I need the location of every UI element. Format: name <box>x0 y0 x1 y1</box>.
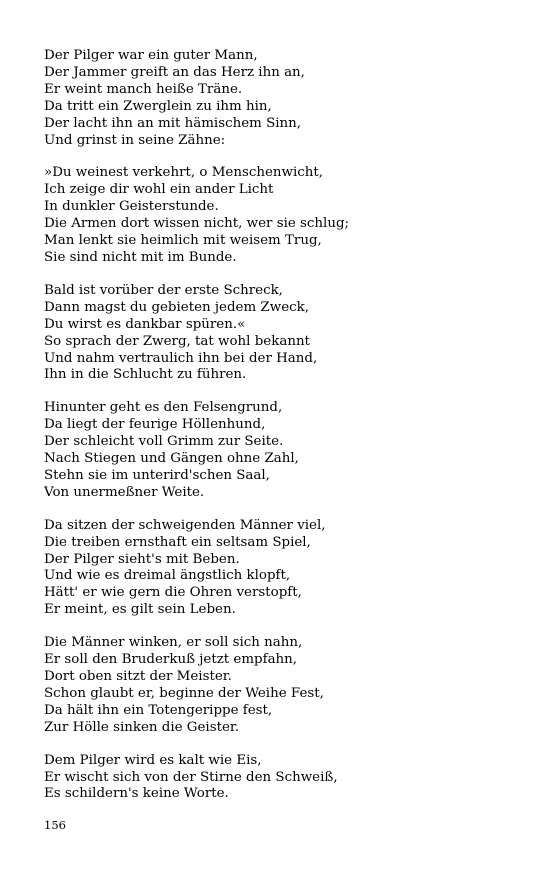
verse-line: Dem Pilger wird es kalt wie Eis, <box>44 752 262 768</box>
verse-line: Der lacht ihn an mit hämischem Sinn, <box>44 115 302 131</box>
verse-line: Da liegt der feurige Höllenhund, <box>44 417 266 433</box>
verse-line: Sie sind nicht mit im Bunde. <box>44 249 237 265</box>
verse-line: Da sitzen der schweigenden Männer viel, <box>44 517 326 533</box>
verse-line: Da tritt ein Zwerglein zu ihm hin, <box>44 98 272 114</box>
verse-line: Da hält ihn ein Totengerippe fest, <box>44 702 273 718</box>
stanza-3 <box>44 283 524 384</box>
page-number: 156 <box>44 818 66 832</box>
verse-line: Der schleicht voll Grimm zur Seite. <box>44 434 284 450</box>
verse-line: Nach Stiegen und Gängen ohne Zahl, <box>44 451 299 467</box>
verse-line: Hätt' er wie gern die Ohren verstopft, <box>44 585 302 601</box>
verse-line: Er meint, es gilt sein Leben. <box>44 602 236 618</box>
verse-line: Der Pilger sieht's mit Beben. <box>44 551 240 567</box>
verse-line: Ich zeige dir wohl ein ander Licht <box>44 182 274 198</box>
verse-line: Er soll den Bruderkuß jetzt empfahn, <box>44 652 298 668</box>
stanza-6 <box>44 635 524 736</box>
verse-line: Zur Hölle sinken die Geister. <box>44 719 240 735</box>
verse-line: Der Pilger war ein guter Mann, <box>44 48 258 63</box>
verse-line: Dort oben sitzt der Meister. <box>44 669 232 684</box>
stanza-7 <box>44 753 524 804</box>
verse-line: Er wischt sich von der Stirne den Schweiß, <box>44 769 338 785</box>
verse-line: Bald ist vorüber der erste Schreck, <box>44 282 283 298</box>
verse-line: In dunkler Geisterstunde. <box>44 199 219 215</box>
stanza-4 <box>44 400 524 501</box>
verse-line: Und nahm vertraulich ihn bei der Hand, <box>44 350 318 366</box>
verse-line: Man lenkt sie heimlich mit weisem Trug, <box>44 233 322 249</box>
verse-line: Der Jammer greift an das Herz ihn an, <box>44 64 305 80</box>
stanza-2 <box>44 165 524 266</box>
verse-line: Stehn sie im unterird'schen Saal, <box>44 467 270 483</box>
verse-line: Die Armen dort wissen nicht, wer sie schlug; <box>44 216 350 232</box>
verse-line: Und grinst in seine Zähne: <box>44 132 226 148</box>
verse-line: Die treiben ernsthaft ein seltsam Spiel, <box>44 534 311 550</box>
verse-line: Schon glaubt er, beginne der Weihe Fest, <box>44 685 324 701</box>
verse-line: Es schildern's keine Worte. <box>44 786 229 802</box>
verse-line: So sprach der Zwerg, tat wohl bekannt <box>44 333 310 349</box>
stanza-1 <box>44 48 524 149</box>
verse-line: Ihn in die Schlucht zu führen. <box>44 367 247 383</box>
verse-line: Dann magst du gebieten jedem Zweck, <box>44 299 309 315</box>
stanza-5 <box>44 518 524 619</box>
verse-line: Die Männer winken, er soll sich nahn, <box>44 635 303 651</box>
verse-line: »Du weinest verkehrt, o Menschenwicht, <box>44 165 324 181</box>
verse-line: Er weint manch heiße Träne. <box>44 81 243 97</box>
verse-line: Hinunter geht es den Felsengrund, <box>44 400 283 416</box>
verse-line: Du wirst es dankbar spüren.« <box>44 316 246 332</box>
verse-line: Von unermeßner Weite. <box>44 484 205 500</box>
verse-line: Und wie es dreimal ängstlich klopft, <box>44 568 291 584</box>
poem-body <box>44 48 524 819</box>
